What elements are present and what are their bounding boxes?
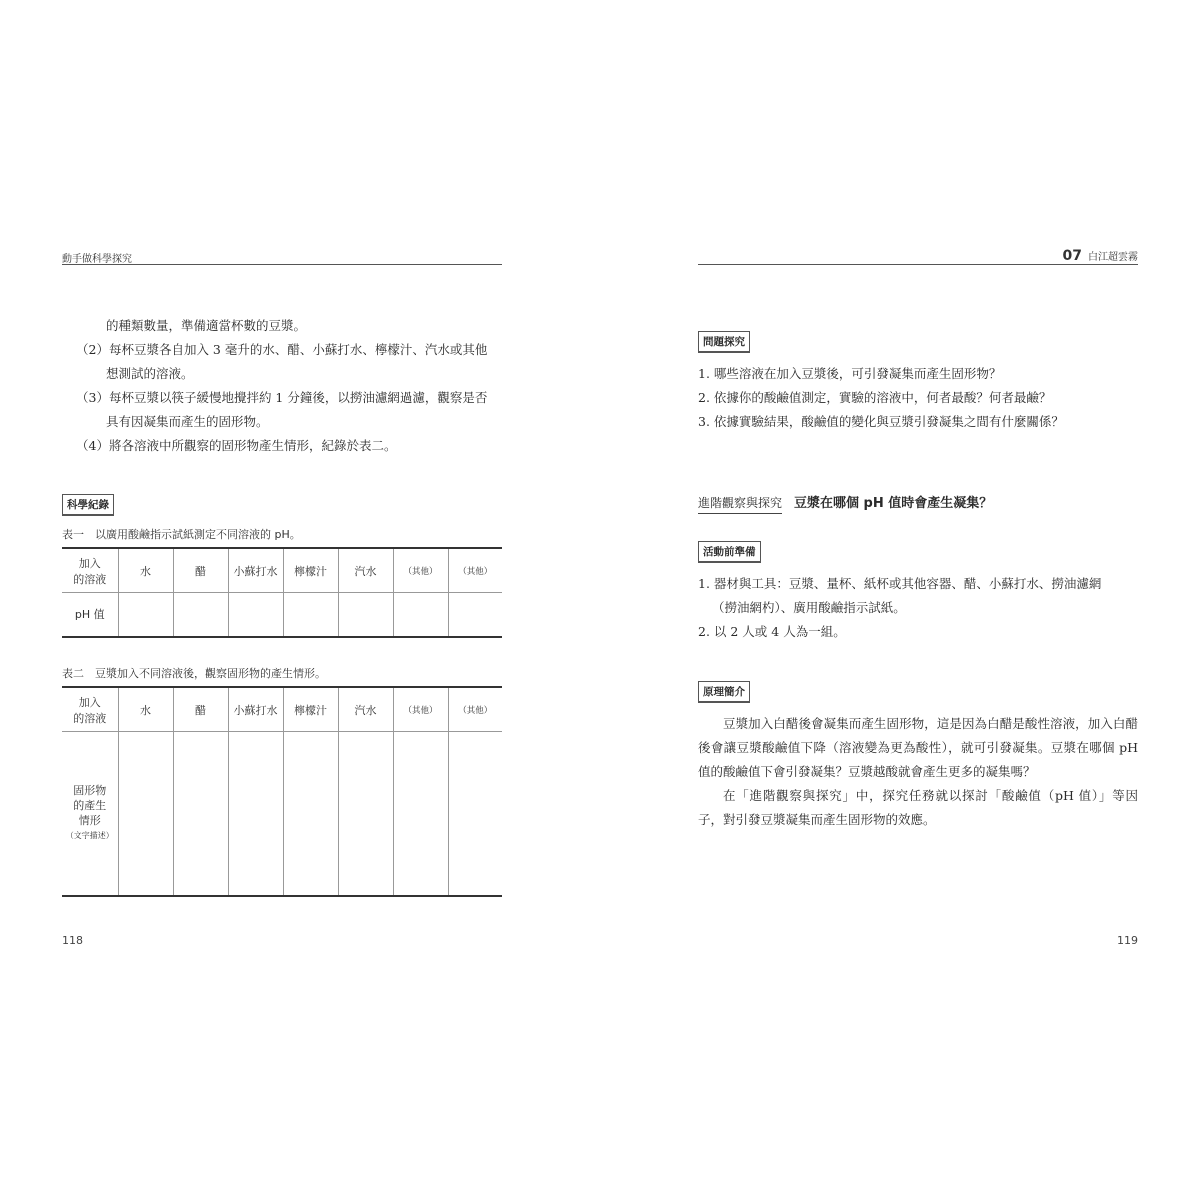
table2-observation-row bbox=[62, 732, 502, 896]
empty-cell bbox=[283, 732, 338, 896]
section-question: 豆漿在哪個 pH 值時會產生凝集？ bbox=[794, 496, 993, 511]
right-page bbox=[698, 0, 1138, 1200]
step-line: 的種類數量，準備適當杯數的豆漿。 bbox=[106, 318, 307, 333]
row-label: pH 值 bbox=[62, 593, 118, 637]
prep-item: 2. 以 2 人或 4 人為一組。 bbox=[698, 624, 846, 639]
column-header: （其他） bbox=[448, 687, 502, 732]
left-running-header bbox=[62, 248, 502, 265]
table1-caption: 表一 以廣用酸鹼指示試紙測定不同溶液的 pH。 bbox=[62, 528, 301, 541]
column-header: 汽水 bbox=[338, 548, 393, 593]
book-title: 動手做科學探究 bbox=[62, 254, 132, 265]
empty-cell bbox=[338, 732, 393, 896]
chapter-name: 白江超雲霧 bbox=[1088, 252, 1138, 263]
empty-cell bbox=[448, 732, 502, 896]
empty-cell bbox=[448, 593, 502, 637]
table1-header-row bbox=[62, 548, 502, 593]
question-tag: 問題探究 bbox=[698, 331, 750, 353]
empty-cell bbox=[228, 593, 283, 637]
step-line: （4）將各溶液中所觀察的固形物產生情形，紀錄於表二。 bbox=[76, 438, 397, 453]
column-header: （其他） bbox=[393, 687, 448, 732]
row-note: （文字描述） bbox=[65, 831, 114, 841]
step-line: （3）每杯豆漿以筷子緩慢地攪拌約 1 分鐘後，以撈油濾網過濾，觀察是否 bbox=[76, 390, 488, 405]
column-header: 水 bbox=[118, 548, 173, 593]
page-number: 119 bbox=[1117, 934, 1138, 947]
section-heading bbox=[698, 492, 992, 514]
empty-cell bbox=[393, 732, 448, 896]
step-line: 具有因凝集而產生的固形物。 bbox=[106, 414, 269, 429]
left-page bbox=[62, 0, 502, 1200]
column-header: （其他） bbox=[448, 548, 502, 593]
header-label-cell: 加入 的溶液 bbox=[62, 687, 118, 732]
column-header: 醋 bbox=[173, 548, 228, 593]
column-header: 小蘇打水 bbox=[228, 548, 283, 593]
empty-cell bbox=[338, 593, 393, 637]
page-number: 118 bbox=[62, 934, 83, 947]
row-label: 固形物 的產生 情形 （文字描述） bbox=[62, 732, 118, 896]
principle-paragraph: 豆漿加入白醋後會凝集而產生固形物，這是因為白醋是酸性溶液，加入白醋後會讓豆漿酸鹼值下降（溶液變為更為酸性），就可引發凝集。豆漿在哪個 pH 值的酸鹼值下會引發凝集？豆漿越酸就會產生更多的凝集嗎？ bbox=[698, 716, 1138, 779]
principle-paragraph: 在「進階觀察與探究」中，探究任務就以探討「酸鹼值（pH 值）」等因子，對引發豆漿凝集而產生固形物的效應。 bbox=[698, 788, 1138, 827]
question-item: 1. 哪些溶液在加入豆漿後，可引發凝集而產生固形物？ bbox=[698, 366, 1002, 381]
chapter-number: 07 bbox=[1062, 248, 1082, 264]
principle-tag: 原理簡介 bbox=[698, 681, 750, 703]
header-label-cell: 加入 的溶液 bbox=[62, 548, 118, 593]
column-header: 小蘇打水 bbox=[228, 687, 283, 732]
column-header: （其他） bbox=[393, 548, 448, 593]
right-running-header bbox=[698, 248, 1138, 265]
prep-item: （撈油網杓）、廣用酸鹼指示試紙。 bbox=[712, 600, 906, 615]
empty-cell bbox=[393, 593, 448, 637]
column-header: 水 bbox=[118, 687, 173, 732]
prep-item: 1. 器材與工具：豆漿、量杯、紙杯或其他容器、醋、小蘇打水、撈油濾網 bbox=[698, 576, 1102, 591]
empty-cell bbox=[173, 732, 228, 896]
column-header: 檸檬汁 bbox=[283, 687, 338, 732]
empty-cell bbox=[118, 732, 173, 896]
table2 bbox=[62, 686, 502, 897]
prep-tag: 活動前準備 bbox=[698, 541, 761, 563]
step-line: （2）每杯豆漿各自加入 3 毫升的水、醋、小蘇打水、檸檬汁、汽水或其他 bbox=[76, 342, 488, 357]
column-header: 汽水 bbox=[338, 687, 393, 732]
table1-ph-row bbox=[62, 593, 502, 637]
table2-caption: 表二 豆漿加入不同溶液後，觀察固形物的產生情形。 bbox=[62, 667, 326, 680]
empty-cell bbox=[283, 593, 338, 637]
step-line: 想測試的溶液。 bbox=[106, 366, 194, 381]
empty-cell bbox=[118, 593, 173, 637]
column-header: 檸檬汁 bbox=[283, 548, 338, 593]
table1 bbox=[62, 547, 502, 638]
column-header: 醋 bbox=[173, 687, 228, 732]
empty-cell bbox=[228, 732, 283, 896]
question-item: 3. 依據實驗結果，酸鹼值的變化與豆漿引發凝集之間有什麼關係？ bbox=[698, 414, 1064, 429]
table2-header-row bbox=[62, 687, 502, 732]
section-label: 進階觀察與探究 bbox=[698, 494, 782, 514]
empty-cell bbox=[173, 593, 228, 637]
chapter-title bbox=[1063, 248, 1138, 264]
question-item: 2. 依據你的酸鹼值測定，實驗的溶液中，何者最酸？何者最鹼？ bbox=[698, 390, 1052, 405]
record-tag: 科學紀錄 bbox=[62, 494, 114, 516]
